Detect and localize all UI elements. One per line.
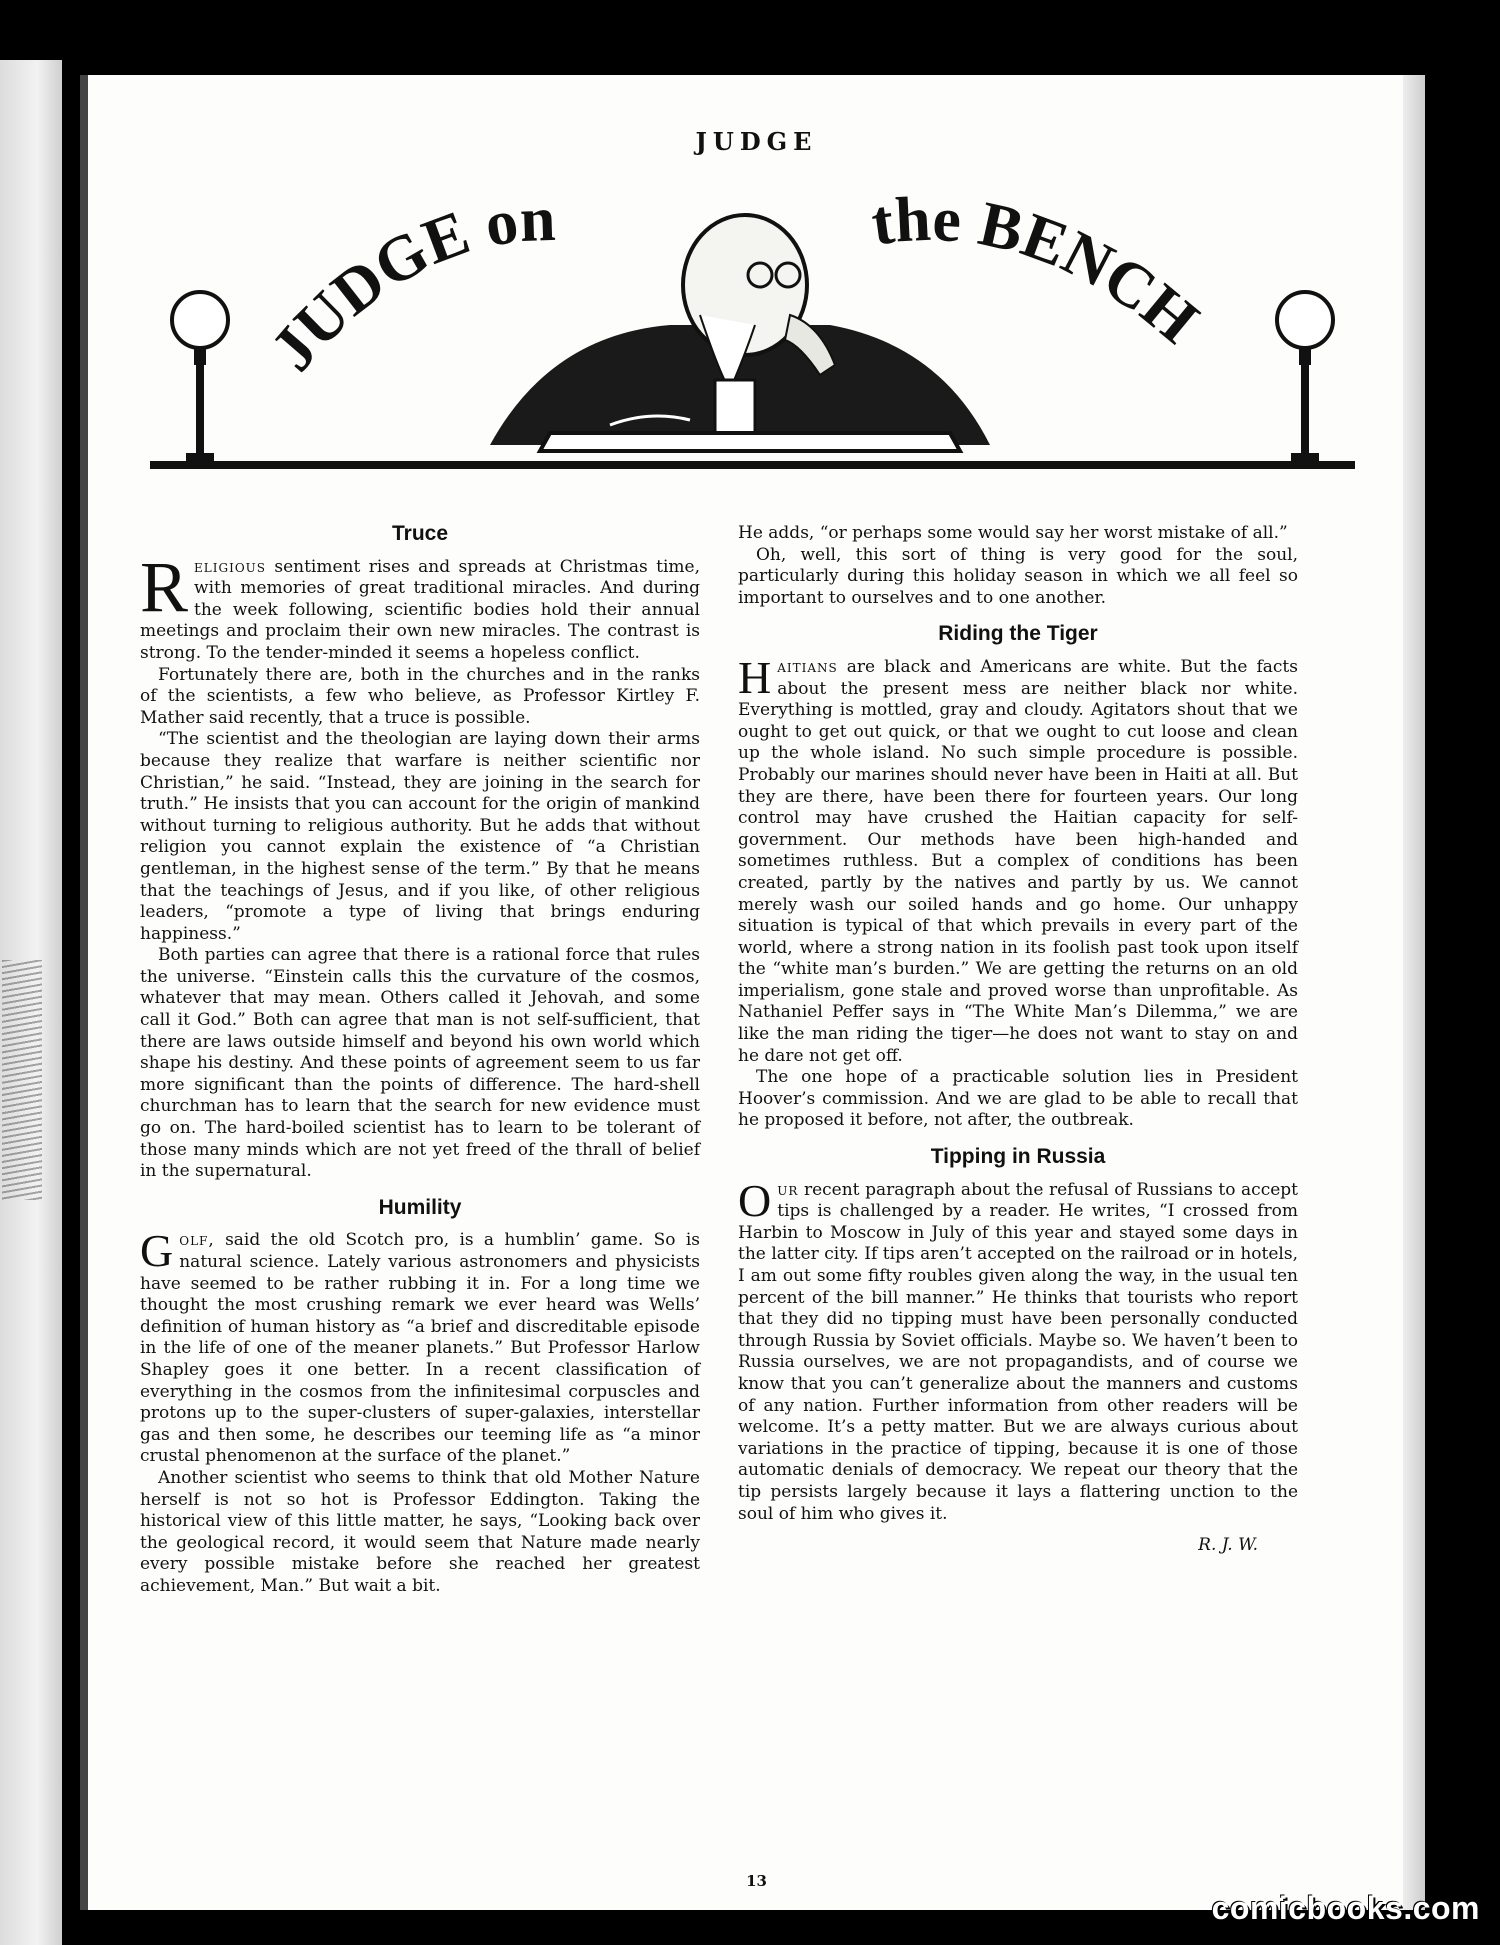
page-edge bbox=[1403, 75, 1425, 1910]
humility-opening-word: olf, bbox=[179, 1230, 215, 1251]
truce-opening-word: eligious bbox=[194, 556, 266, 577]
humility-paragraph-3: Oh, well, this sort of thing is very good for the soul, particularly during this holiday season in which we all feel so important to ourselves and to one another. bbox=[738, 544, 1298, 608]
humility-continued: He adds, “or perhaps some would say her worst mistake of all.” bbox=[738, 523, 1288, 543]
right-lamp-icon bbox=[1277, 292, 1333, 463]
truce-opening-text: sentiment rises and spreads at Christmas time, with memories of great traditional miracles. And during the week following, scientific bodies hold their annual meetings and proclaim their own new miracles. The contrast is strong. To the tender-minded it seems a hopeless conflict. bbox=[140, 556, 700, 663]
magazine-page bbox=[80, 75, 1425, 1910]
truce-heading: Truce bbox=[391, 522, 449, 545]
left-column bbox=[140, 523, 700, 1598]
humility-heading: Humility bbox=[378, 1195, 462, 1219]
tipping-in-russia-opening-text: recent paragraph about the refusal of Russians to accept tips is challenged by a reader. He writes, “I crossed from Harbin to Moscow in July of this year and stayed some days in the latter city. If tips aren’t accepted on the railroad or in hotels, I am out some fifty roubles given along the way, in the usual ten percent of the bill manner.” He thinks that tourists who report that they did no tipping must have been personally conducted through Russia by Soviet officials. Maybe so. We haven’t been to Russia ourselves, we are not propagandists, and of course we know that you can’t generalize about the manners and customs of any nation. Further information from other readers will be welcome. It’s a petty matter. But we are always curious about variations in the practice of tipping, because it is one of those automatic denials of democracy. We repeat our theory that the tip persists largely because it lays a flattering unction to the soul of him who gives it. bbox=[738, 1179, 1298, 1524]
humility-dropcap: G bbox=[140, 1225, 174, 1277]
left-lamp-icon bbox=[172, 292, 228, 463]
right-column bbox=[738, 523, 1298, 1557]
humility-paragraph-1 bbox=[140, 1225, 700, 1468]
adjacent-page-illustration bbox=[2, 960, 42, 1200]
site-watermark: comicbooks.com bbox=[1211, 1890, 1480, 1926]
truce-paragraph-3: “The scientist and the theologian are laying down their arms because they realize that warfare is neither scientific nor Christian,” he said. “Instead, they are joining in the search for truth.” He insists that you can account for the origin of mankind without turning to religious authority. But he adds that without religion you cannot explain the existence of “a Christian gentleman, in the highest sense of the term.” By that he means that the teachings of Jesus, and if you like, of other religious leaders, “promote a type of living that brings enduring happiness.” bbox=[140, 729, 700, 944]
author-signature: R. J. W. bbox=[1198, 1535, 1258, 1556]
running-head: JUDGE bbox=[695, 127, 818, 156]
banner-title-right: the BENCH bbox=[867, 182, 1212, 357]
humility-opening-text: said the old Scotch pro, is a humblin’ game. So is natural science. Lately various astronomers and physicists have seemed to be rather rubbing it in. For a long time we thought the most crushing remark we ever heard was Wells’ definition of human history as “a brief and discreditable episode in the life of one of the meaner planets.” But Professor Harlow Shapley goes it one better. In a recent classification of everything in the cosmos from the infinitesimal corpuscles and protons up to the super-clusters of super-galaxies, interstellar gas and then some, he describes our teeming life as “a minor crustal phenomenon at the surface of the planet.” bbox=[140, 1230, 700, 1467]
judge-on-the-bench-banner bbox=[130, 175, 1375, 495]
riding-the-tiger-paragraph-1 bbox=[738, 651, 1298, 1067]
riding-the-tiger-dropcap: H bbox=[738, 651, 772, 703]
tipping-in-russia-dropcap: O bbox=[738, 1174, 772, 1226]
tipping-in-russia-opening-word: ur bbox=[777, 1179, 799, 1200]
tipping-in-russia-paragraph-1 bbox=[738, 1174, 1298, 1526]
riding-the-tiger-opening-word: aitians bbox=[777, 656, 838, 677]
riding-the-tiger-heading: Riding the Tiger bbox=[938, 622, 1098, 646]
adjacent-page-edge bbox=[0, 60, 62, 1945]
humility-paragraph-2: Another scientist who seems to think that old Mother Nature herself is not so hot is Professor Eddington. Taking the historical view of this little matter, he says, “Looking back over the geological record, it would seem that Nature made nearly every possible mistake before she reached her greatest achievement, Man.” But wait a bit. bbox=[140, 1467, 700, 1596]
truce-dropcap: R bbox=[140, 546, 189, 627]
page-number: 13 bbox=[746, 1872, 767, 1890]
banner-title-left: JUDGE on bbox=[256, 182, 557, 384]
riding-the-tiger-paragraph-2: The one hope of a practicable solution lies in President Hoover’s commission. And we are glad to be able to recall that he proposed it before, not after, the outbreak. bbox=[738, 1067, 1298, 1131]
riding-the-tiger-opening-text: are black and Americans are white. But the facts about the present mess are neither black nor white. Everything is mottled, gray and cloudy. Agitators shout that we ought to get out quick, or that we ought to cut loose and clean up the whole island. No such simple procedure is possible. Probably our marines should never have been in Haiti at all. But they are there, have been there for fourteen years. Our long control may have crushed the Haitian capacity for self-government. Our methods have been high-handed and sometimes ruthless. But a complex of conditions has been created, partly by the natives and partly by us. We cannot merely wash our soiled hands and go home. Our unhappy situation is typical of that which prevails in every part of the world, where a strong nation in its foolish past took upon itself the “white man’s burden.” We are getting the returns on an old imperialism, gone stale and proved worse than unprofitable. As Nathaniel Peffer says in “The White Man’s Dilemma,” we are like the man riding the tiger—he does not want to stay on and he dare not get off. bbox=[738, 656, 1298, 1066]
bench-rail bbox=[150, 461, 1355, 469]
tipping-in-russia-heading: Tipping in Russia bbox=[930, 1145, 1106, 1169]
bench-desk bbox=[540, 433, 960, 451]
truce-paragraph-1 bbox=[140, 546, 700, 665]
truce-paragraph-2: Fortunately there are, both in the churches and in the ranks of the scientists, a few who believe, as Professor Kirtley F. Mather said recently, that a truce is possible. bbox=[140, 664, 700, 728]
truce-paragraph-4: Both parties can agree that there is a rational force that rules the universe. “Einstein calls this the curvature of the cosmos, whatever that may mean. Others called it Jehovah, and some call it God.” Both can agree that man is not self-sufficient, that there are laws outside himself and beyond his own world which shape his destiny. And these points of agreement seem to us far more significant than the points of difference. The hard-shell churchman has to learn that the search for new evidence must go on. The hard-boiled scientist has to learn to be tolerant of those many minds which are not yet freed of the thrall of belief in the supernatural. bbox=[140, 945, 700, 1182]
